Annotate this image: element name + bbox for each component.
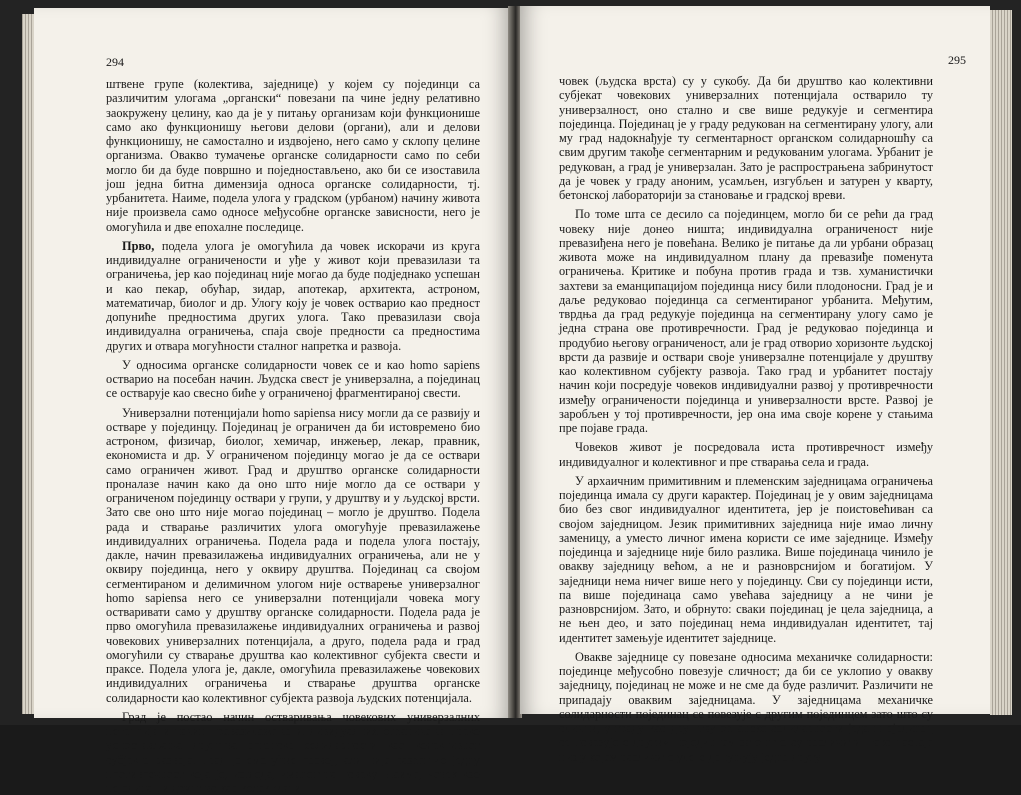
page-number-left: 294 [106,55,124,69]
page-number-right: 295 [948,53,966,67]
paragraph: човек (људска врста) су у сукобу. Да би друштво као колективни субјекат човекових универзалних потенцијала остварило ту универзалност, оно стално и све више редукује и сегментира појединца. Појединац је у граду редукован на сегментирану улогу, али му град надокнађује ту сегментарност органском солидарношћу са свим другим такође сегментарним и редукованим улогама. Урбанит је редукован, а град је универзалан. Зато је распрострањена забринутост да је човек у граду аноним, усамљен, изгубљен и затурен у кварту, бетонској лабораторији за становање и градској вреви. [559,74,933,202]
paragraph: Град је постао начин остваривања човекових универзалних потенција и начин превазилажења индивидуалних ограничења преко успостављања друштва органске солидарности као колективног субјекта развоја. Град је омогућио развој, али није разрешио једну противречност која је, изгледа, иманентна човеку. Наиме, човек као појединац и друштво као колективни [106,709,480,795]
paragraph: У односима органске солидарности човек се и као homo sapiens остварио на посебан начин. Људска свест је универзална, а појединац се остварује као свесно биће у ограниченој фрагментираној свести. [106,357,480,401]
left-page-edges [22,14,34,714]
paragraph: штвене групе (колектива, заједнице) у којем су појединци са различитим улогама „органски“ повезани па чине једну релативно заокружену целину, као да је у питању организам који функционише само ако функционишу његови делови (органи), али и делови функционишу, не самостално и издвојено, него само у склопу целине организма. Овакво тумачење органске солидарности само по себи могло би да буде површно и поједностављено, ако би се изоставила још једна битна димензија односа органске солидарности, тј. урбанитета. Наиме, подела улога у градском (урбаном) начину живота није произвела само односе међусобне органске зависности, него је омогућила и две епохалне последице. [106,77,480,234]
paragraph: Човеков живот је посредовала иста противречност између индивидуалног и колективног и пре стварања села и града. [559,440,933,469]
right-page-edges [990,10,1012,715]
paragraph: Прво, подела улога је омогућила да човек искорачи из круга индивидуалне ограничености и уђе у живот који превазилази та ограничења, јер као појединац није могао да буде подједнако успешан и као пекар, обућар, зидар, апотекар, архитекта, астроном, математичар, биолог и др. Улогу коју је човек остварио као предност допуниће предностима других улога. Тако превазилази своја индивидуална ограничења, спаја своје предности са предностима других и отвара могућности сталног напретка и развоја. [106,238,480,353]
paragraph: По томе шта се десило са појединцем, могло би се рећи да град човеку није донео ништа; индивидуална ограниченост није превазиђена него је повећана. Велико је питање да ли урбани образац живота може на индивидуалном плану да превазиђе поменута ограничења. Критике и побуна против града и тзв. хуманистички захтеви за еманципацијом појединца нису били плодоносни. Град је и даље редуковао појединца са сегментираног урбанита. Међутим, тврдња да град редукује појединца на сегментирану улогу само је једна страна ове противречности. Град је редуковао појединца и продубио његову ограниченост, али је град отворио хоризонте људској врсти да развије и оствари своје универзалне потенцијале у друштву као колективном субјекту развоја. Тако град и урбанитет постају начин који посредује човеков индивидуални развој у противречности између ограничености појединца и универзалности врсте. Развој је заробљен у тој противречности, јер она има своје корене у стањима пре појаве града. [559,207,933,435]
left-text-column [106,77,480,795]
emphasis-word: Прво, [122,238,155,253]
paragraph: У архаичним примитивним и племенским заједницама ограничења појединца имала су други карактер. Појединац је у овим заједницама био без свог индивидуалног идентитета, јер је поистовећиван са својом заједницом. Језик примитивних заједница није имао личну заменицу, а уместо личног имена користи се име заједнице. Између појединца и заједнице није било разлика. Више појединаца чинило је овакву заједницу већом, а не и разноврснијом и богатијом. У заједници нема ничег више него у појединцу. Сви су појединци исти, па више појединаца само увећава заједницу а не чини је разноврснијом. Зато, и обрнуто: сваки појединац је цела заједница, а не њен део, и зато појединац нема индивидуалан идентитет, тај идентитет замењује идентитет заједнице. [559,473,933,645]
paragraph: Универзални потенцијали homo sapiensa нису могли да се развију и остваре у појединцу. Појединац је ограничен да би истовремено био астроном, физичар, биолог, хемичар, инжењер, лекар, правник, економиста и др. У ограниченом појединцу могао је да се оствари само ограничен живот. Град и друштво органске солидарности проналазе начин како да оно што није могло да се оствари у ограниченом појединцу оствари у групи, у друштву и у људској врсти. Зато све оно што није могао појединац – могло је друштво. Подела рада и стварање различитих улога омогућује превазилажење индивидуалних ограничења. Подела рада и подела улога постају, дакле, начин превазилажења индивидуалних ограничења, али не у оквиру појединца, него у оквиру друштва. Појединац са својом сегментираном и делимичном улогом није остварење универзалног homo sapiensa него се универзални потенцијали човека могу остваривати само у друштву органске солидарности. Подела рада је прво омогућила превазилажење индивидуалних ограничења и развој човекових универзалних потенцијала, а друго, подела рада и град омогућили су стварање друштва као колективног субјекта свести и праксе. Подела улога је, дакле, омогућила превазилажење човекових индивидуалних ограничења и стварање друштва органске солидарности као колективног субјекта развоја људских потенцијала. [106,405,480,705]
paragraph: Овакве заједнице су повезане односима механичке солидарности: појединце међусобно повезује сличност; да би се уклопио у овакву заједницу, појединац не може и не сме да буде различит. Различити не припадају оваквим заједницама. У заједницама механичке солидарности појединац се повезује с другим појединцем зато што су слични, у граду као друштву органске солидарности један појединац се повезује с другим појединцем зато што су различити: тако настаје низ у којем различите улоге допуњују једна другу. [559,649,933,764]
right-page [520,6,990,764]
right-text-column [559,74,933,764]
left-page [34,8,510,795]
